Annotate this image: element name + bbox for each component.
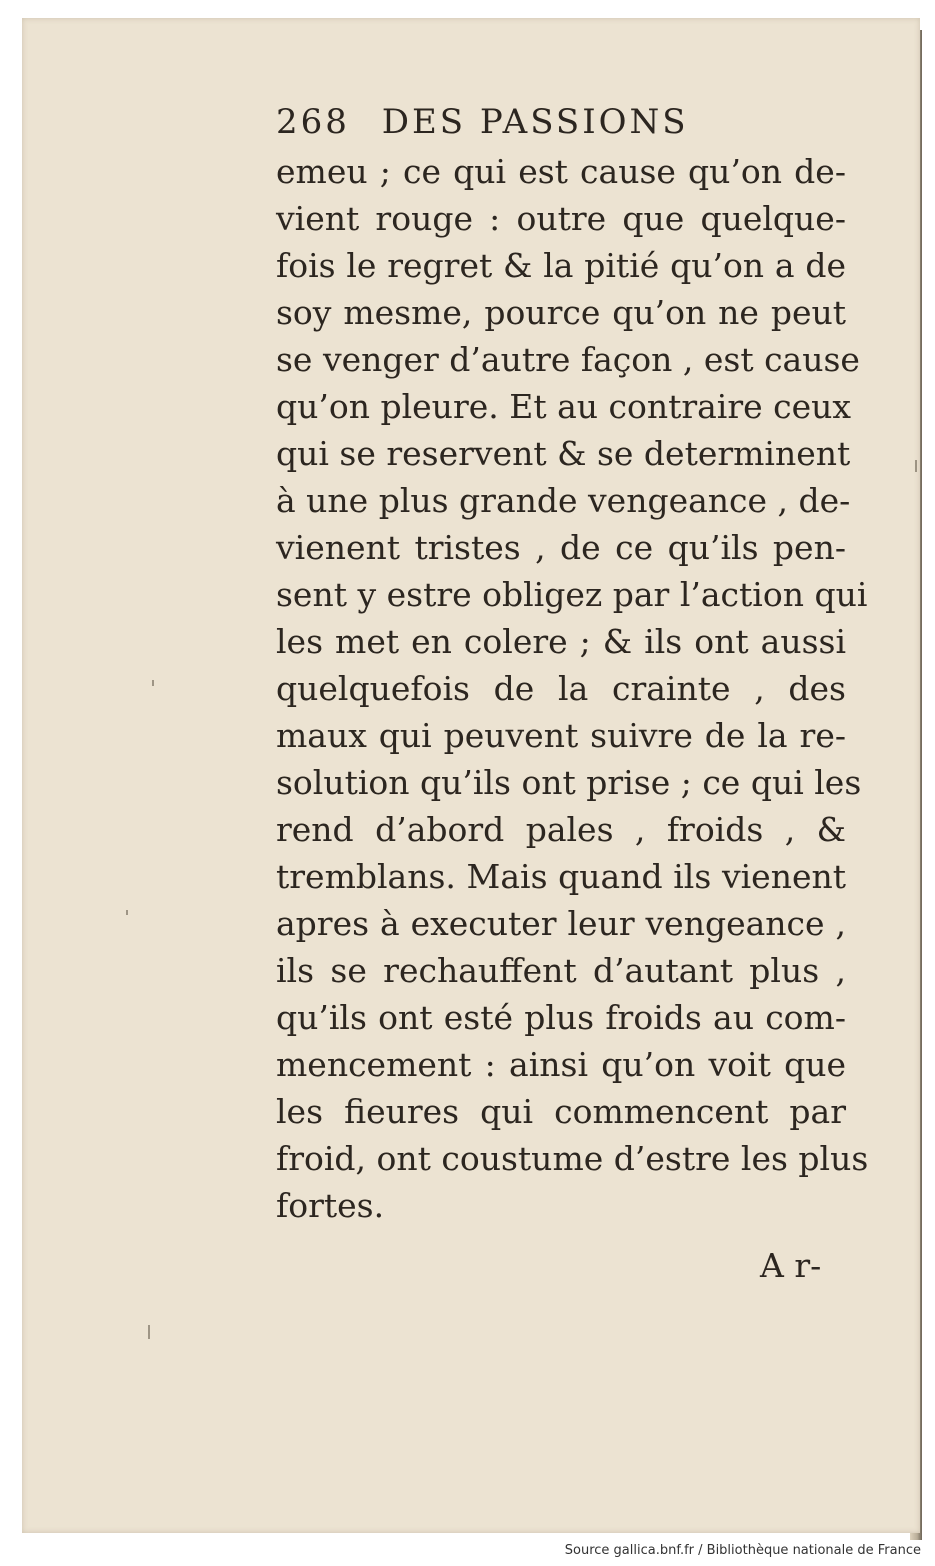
text-line: vienent tristes , de ce qu’ils pen- (276, 528, 846, 567)
text-line: vient rouge : outre que quelque- (276, 199, 846, 238)
text-line: qu’on pleure. Et au contraire ceux (276, 387, 852, 426)
running-title: DES PASSIONS (381, 102, 689, 142)
text-line: sent y estre obligez par l’action qui (276, 575, 868, 614)
text-line: les fieures qui commencent par (276, 1092, 846, 1131)
text-line: emeu ; ce qui est cause qu’on de- (276, 152, 846, 191)
paper-speck (915, 460, 917, 472)
text-line: se venger d’autre façon , est cause (276, 340, 860, 379)
paper-speck (152, 680, 154, 686)
text-line: qu’ils ont esté plus froids au com- (276, 998, 846, 1037)
catchword: A r- (760, 1246, 822, 1285)
text-line: tremblans. Mais quand ils vienent (276, 857, 846, 896)
text-line: maux qui peuvent suivre de la re- (276, 716, 846, 755)
page-number: 268 (276, 102, 350, 142)
running-head (276, 102, 689, 142)
text-line: ils se rechauffent d’autant plus , (276, 951, 846, 990)
text-line: les met en colere ; & ils ont aussi (276, 622, 846, 661)
text-line: fortes. (276, 1186, 385, 1225)
paper-speck (148, 1325, 150, 1339)
text-line: soy mesme, pource qu’on ne peut (276, 293, 846, 332)
text-line: qui se reservent & se determinent (276, 434, 851, 473)
text-line: quelquefois de la crainte , des (276, 669, 846, 708)
text-line: apres à executer leur vengeance , (276, 904, 846, 943)
text-line: rend d’abord pales , froids , & (276, 810, 846, 849)
source-footer: Source gallica.bnf.fr / Bibliothèque nationale de France (564, 1543, 921, 1558)
text-line: fois le regret & la pitié qu’on a de (276, 246, 846, 285)
text-line: solution qu’ils ont prise ; ce qui les (276, 763, 862, 802)
text-line: à une plus grande vengeance , de- (276, 481, 851, 520)
text-line: froid, ont coustume d’estre les plus (276, 1139, 869, 1178)
paper-speck (126, 910, 128, 915)
text-line: mencement : ainsi qu’on voit que (276, 1045, 846, 1084)
